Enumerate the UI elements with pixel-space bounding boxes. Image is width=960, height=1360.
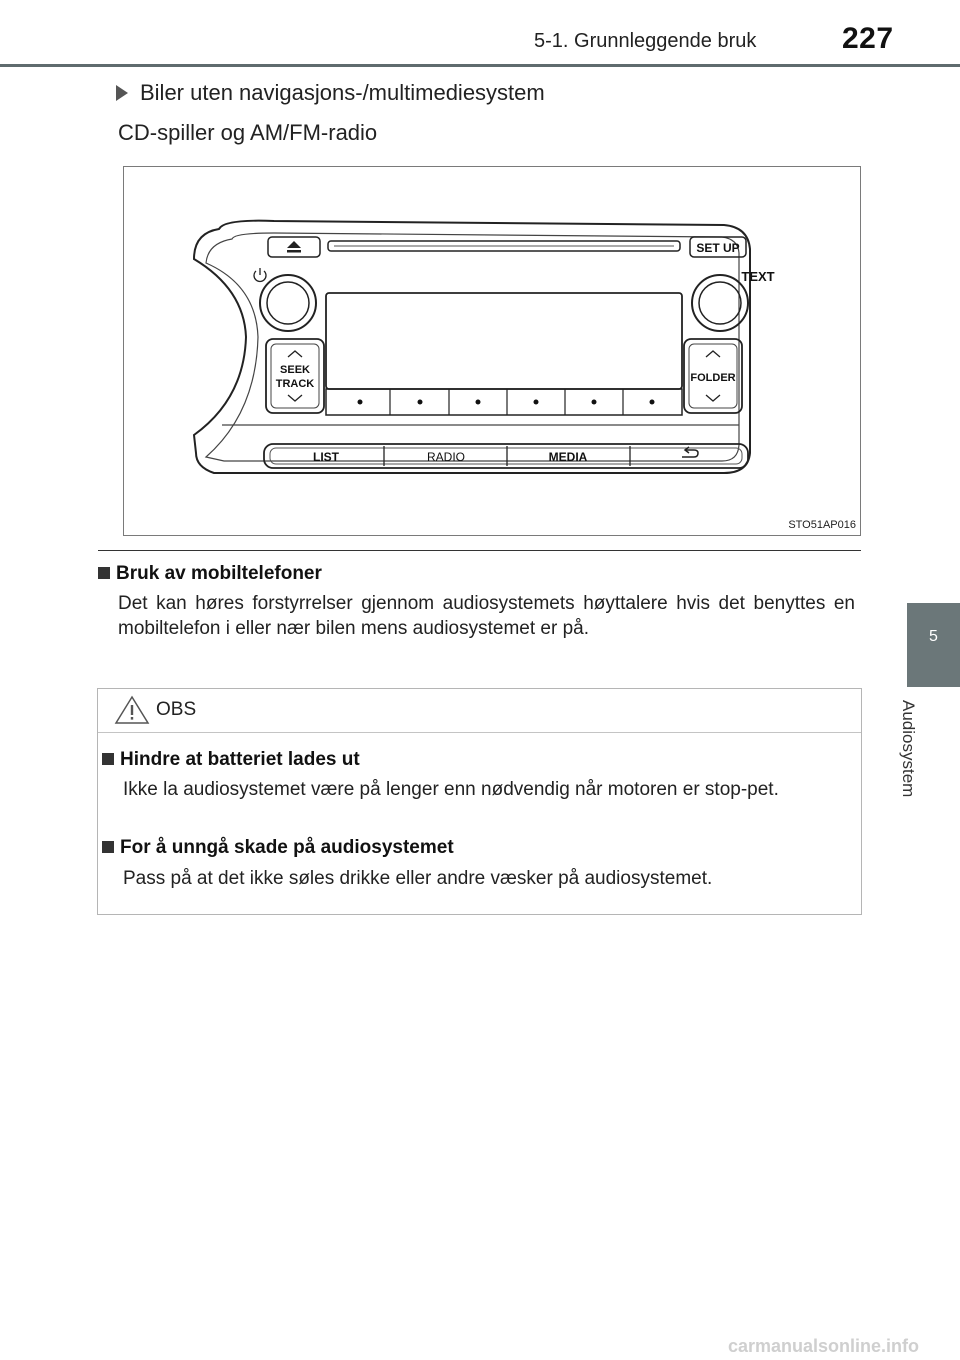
page-number: 227: [842, 22, 894, 55]
square-bullet-icon: [102, 753, 114, 765]
notice-item-text: Pass på at det ikke søles drikke eller andre væsker på audiosystemet.: [123, 868, 713, 889]
notice-title: OBS: [156, 699, 197, 720]
watermark: carmanualsonline.info: [728, 1336, 920, 1356]
notice-item-heading-row: [102, 837, 454, 859]
volume-knob-inner: [267, 282, 309, 324]
warning-triangle-icon: [114, 695, 150, 725]
notice-item-text: Ikke la audiosystemet være på lenger enn nødvendig når motoren er stop-pet.: [123, 779, 779, 800]
notice-item-heading-row: [102, 749, 360, 771]
media-label: MEDIA: [548, 450, 588, 464]
triangle-bullet-icon: [116, 85, 128, 101]
volume-knob-outer: [260, 275, 316, 331]
preset-buttons: [390, 389, 623, 415]
text-label: TEXT: [741, 269, 775, 284]
section-rule: [98, 550, 861, 551]
radio-label: RADIO: [426, 450, 466, 464]
chapter-title: Audiosystem: [899, 700, 918, 798]
header-rule: [0, 64, 960, 67]
power-icon: [254, 268, 266, 281]
notice-box: [97, 688, 862, 915]
eject-icon: [287, 241, 301, 253]
seek-up-chevron-icon: [288, 351, 302, 357]
mobile-heading: Bruk av mobiltelefoner: [116, 563, 322, 584]
mobile-paragraph: Det kan høres forstyrrelser gjennom audiosystemets høyttalere hvis det benyttes en mobiltelefon i eller nær bilen mens audiosystemet er på.: [118, 593, 855, 639]
figure-code: STO51AP016: [788, 519, 856, 531]
list-label: LIST: [313, 450, 339, 464]
chapter-number: 5: [929, 628, 938, 645]
mobile-heading-row: [98, 563, 322, 585]
preset-row: [326, 389, 682, 415]
preset-dots: [358, 400, 655, 405]
unit-body-outline: [194, 221, 750, 473]
bullet-line: [116, 80, 545, 106]
seek-down-chevron-icon: [288, 395, 302, 401]
display-screen: [326, 293, 682, 389]
folder-label: FOLDER: [690, 372, 736, 384]
folder-up-chevron-icon: [706, 351, 720, 357]
chapter-label: [899, 700, 950, 830]
folder-down-chevron-icon: [706, 395, 720, 401]
notice-item-heading: Hindre at batteriet lades ut: [120, 749, 360, 770]
header-section-title: 5-1. Grunnleggende bruk: [534, 30, 757, 52]
notice-header: [98, 689, 861, 733]
notice-item-heading: For å unngå skade på audiosystemet: [120, 837, 454, 858]
subheading: CD-spiller og AM/FM-radio: [118, 120, 378, 145]
audio-unit-figure: [123, 166, 861, 536]
seek-label: SEEK: [280, 364, 310, 376]
unit-face-outline: [206, 233, 739, 461]
bullet-text: Biler uten navigasjons-/multimediesystem: [140, 80, 545, 105]
seek-track-inner: [271, 344, 319, 408]
audio-unit-illustration: [124, 167, 860, 535]
square-bullet-icon: [98, 567, 110, 579]
tune-knob-inner: [699, 282, 741, 324]
track-label: TRACK: [275, 378, 315, 390]
seek-track-button: [266, 339, 324, 413]
square-bullet-icon: [102, 841, 114, 853]
setup-label: SET UP: [696, 241, 740, 255]
